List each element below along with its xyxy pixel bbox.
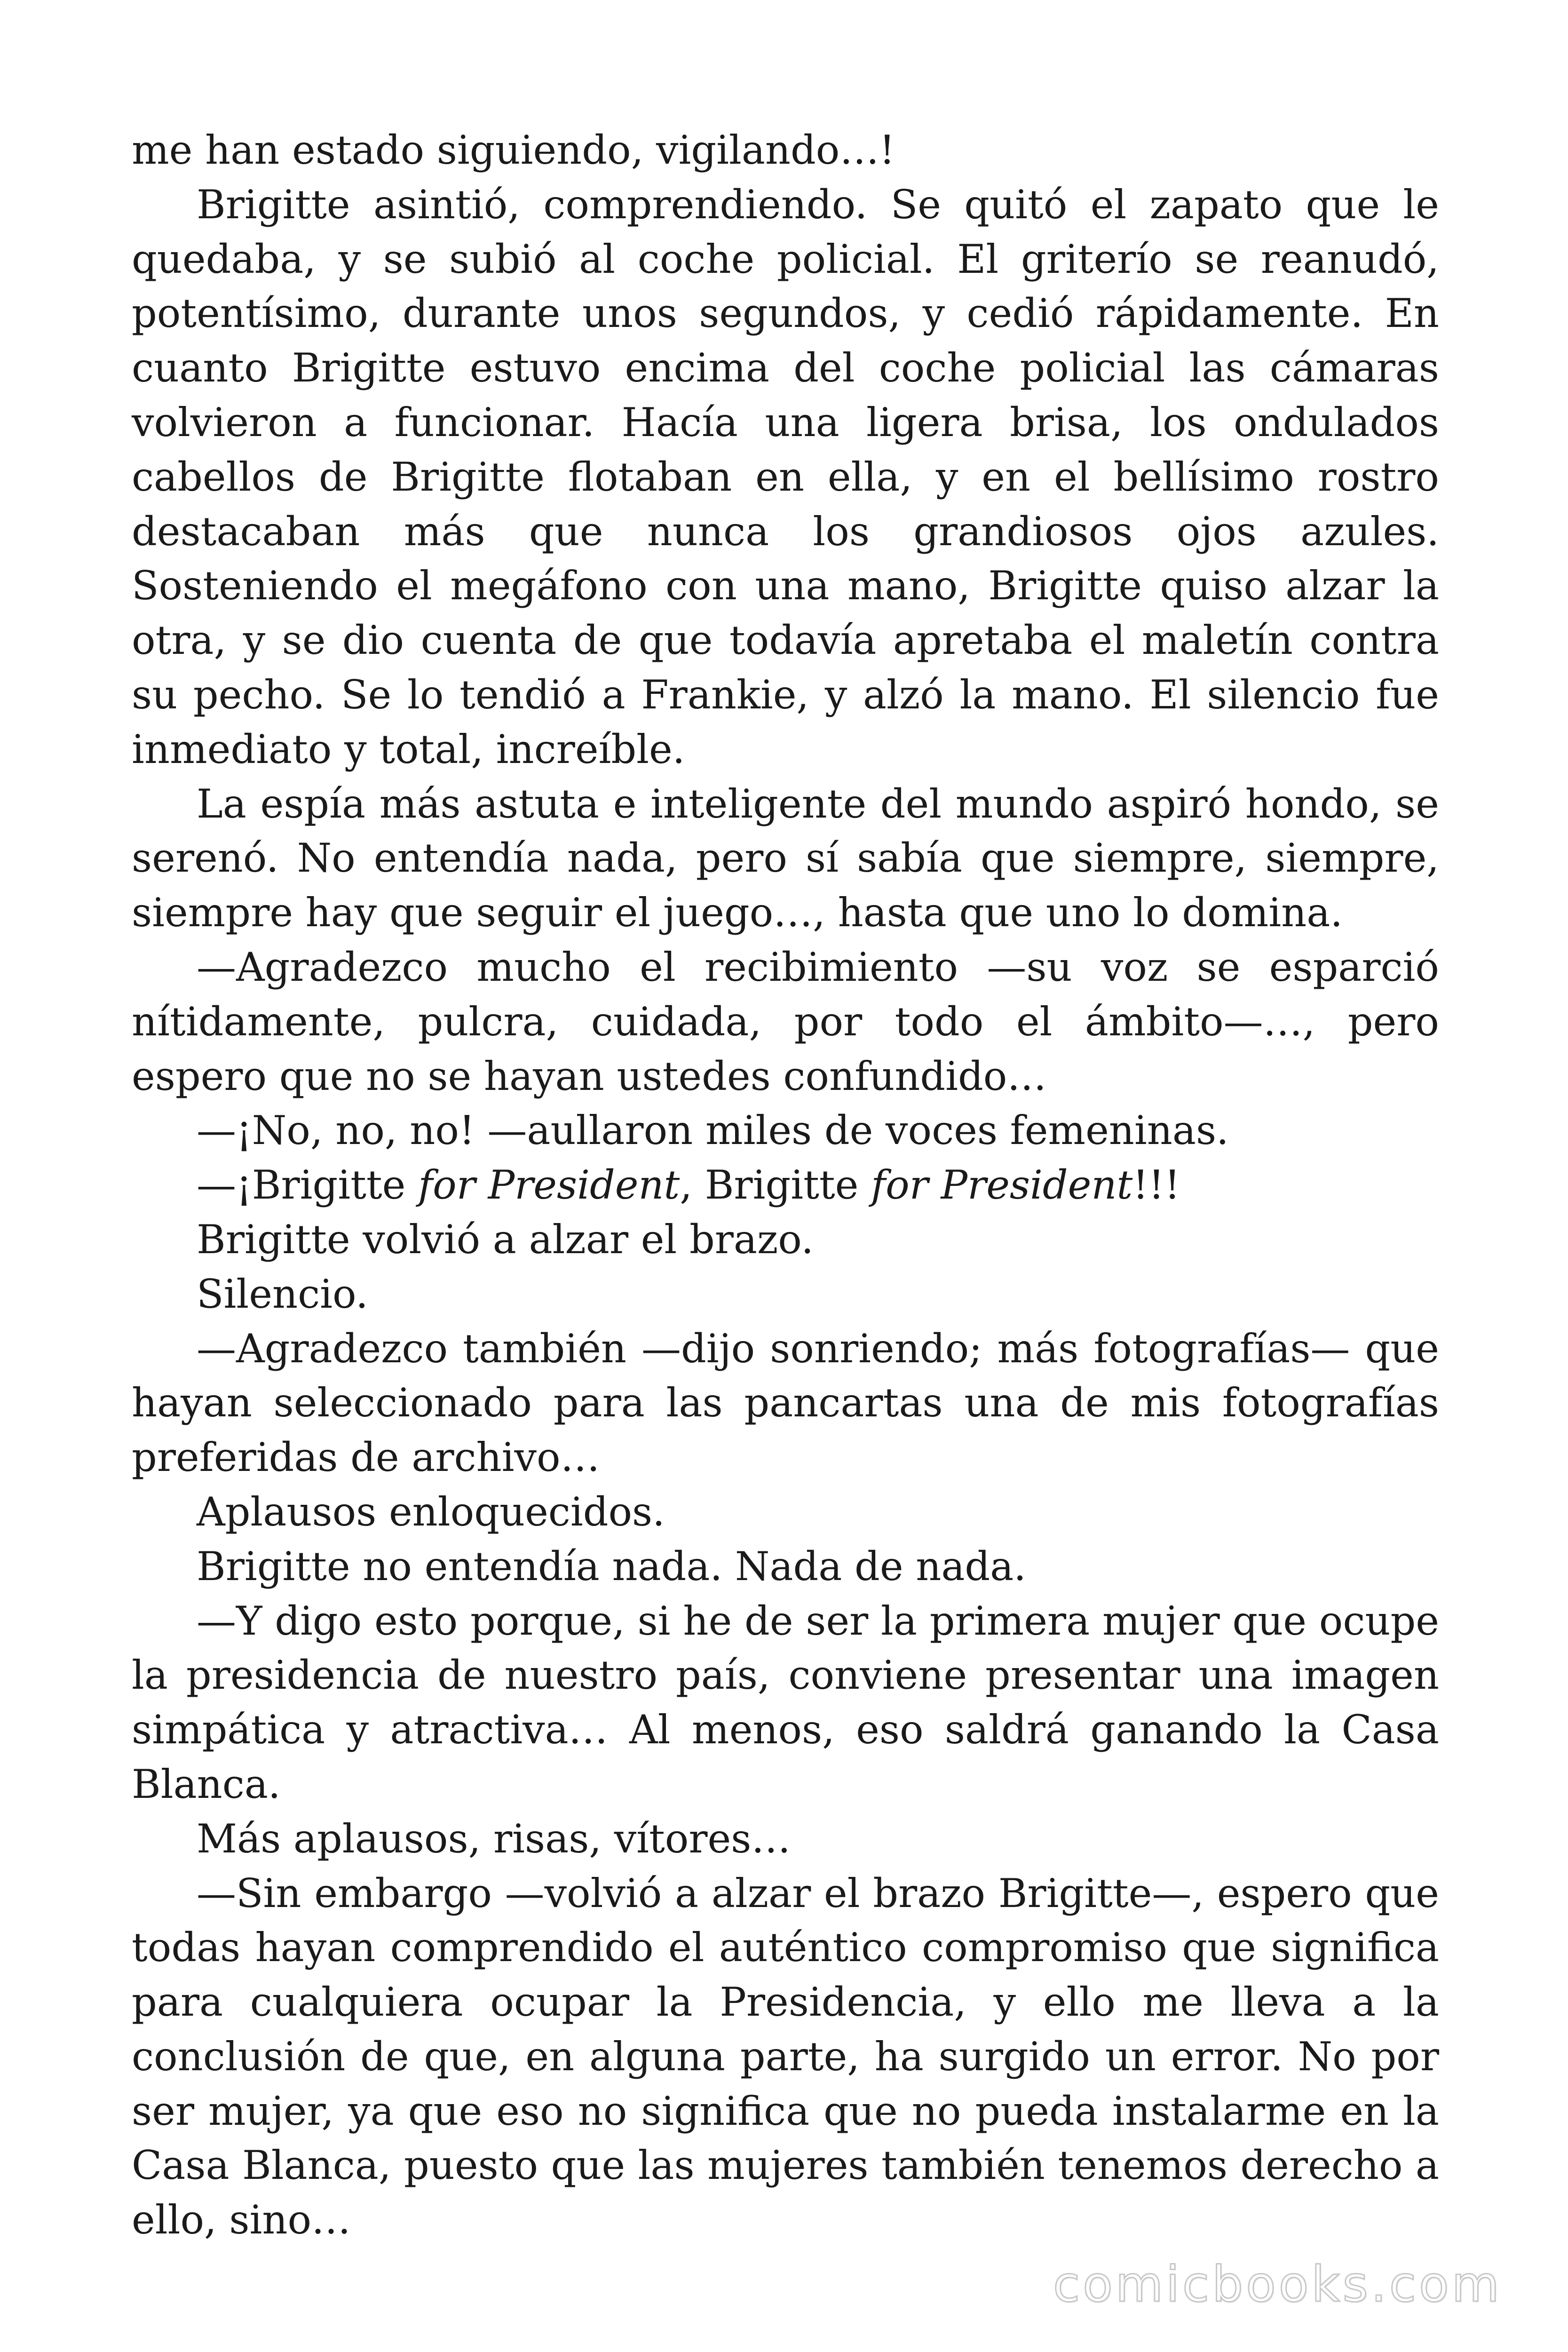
paragraph: —¡No, no, no! —aullaron miles de voces femeninas.	[197, 1107, 1229, 1154]
paragraph: Brigitte volvió a alzar el brazo.	[197, 1216, 814, 1263]
paragraph: Brigitte asintió, comprendiendo. Se quitó el zapato que le quedaba, y se subió al coche policial. El griterío se reanudó, potentísimo, durante unos segundos, y cedió rápidamente. En cuanto Brigitte estuvo encima del coche policial las cámaras volvieron a funcionar. Hacía una ligera brisa, los ondulados cabellos de Brigitte flotaban en ella, y en el bellísimo rostro destacaban más que nunca los grandiosos ojos azules. Sosteniendo el megáfono con una mano, Brigitte quiso alzar la otra, y se dio cuenta de que todavía apretaba el maletín contra su pecho. Se lo tendió a Frankie, y alzó la mano. El silencio fue inmediato y total, increíble.	[132, 181, 1439, 772]
paragraph: —Agradezco también —dijo sonriendo; más fotografías— que hayan seleccionado para las pancartas una de mis fotografías preferidas de archivo…	[132, 1325, 1439, 1481]
text-span: !!!	[1132, 1162, 1180, 1208]
book-page-text	[132, 123, 1439, 2248]
paragraph: Brigitte no entendía nada. Nada de nada.	[197, 1543, 1026, 1589]
paragraph: Aplausos enloquecidos.	[197, 1488, 665, 1535]
italic-phrase: for President	[418, 1162, 680, 1208]
paragraph: La espía más astuta e inteligente del mundo aspiró hondo, se serenó. No entendía nada, pero sí sabía que siempre, siempre, siempre hay que seguir el juego…, hasta que uno lo domina.	[132, 780, 1439, 936]
paragraph: Silencio.	[197, 1271, 368, 1317]
text-span: —¡Brigitte	[197, 1162, 419, 1208]
watermark: comicbooks.com	[1053, 2256, 1502, 2313]
paragraph: —Agradezco mucho el recibimiento —su voz se esparció nítidamente, pulcra, cuidada, por todo el ámbito—…, pero espero que no se hayan ustedes confundido…	[132, 944, 1439, 1099]
paragraph	[132, 1158, 1439, 1213]
italic-phrase: for President	[871, 1162, 1133, 1208]
paragraph: —Y digo esto porque, si he de ser la primera mujer que ocupe la presidencia de nuestro país, conviene presentar una imagen simpática y atractiva… Al menos, eso saldrá ganando la Casa Blanca.	[132, 1597, 1439, 1807]
paragraph: me han estado siguiendo, vigilando…!	[132, 127, 895, 173]
paragraph: —Sin embargo —volvió a alzar el brazo Brigitte—, espero que todas hayan comprendido el auténtico compromiso que significa para cualquiera ocupar la Presidencia, y ello me lleva a la conclusión de que, en alguna parte, ha surgido un error. No por ser mujer, ya que eso no significa que no pueda instalarme en la Casa Blanca, puesto que las mujeres también tenemos derecho a ello, sino…	[132, 1870, 1439, 2243]
text-span: , Brigitte	[680, 1162, 871, 1208]
paragraph: Más aplausos, risas, vítores…	[197, 1815, 791, 1862]
